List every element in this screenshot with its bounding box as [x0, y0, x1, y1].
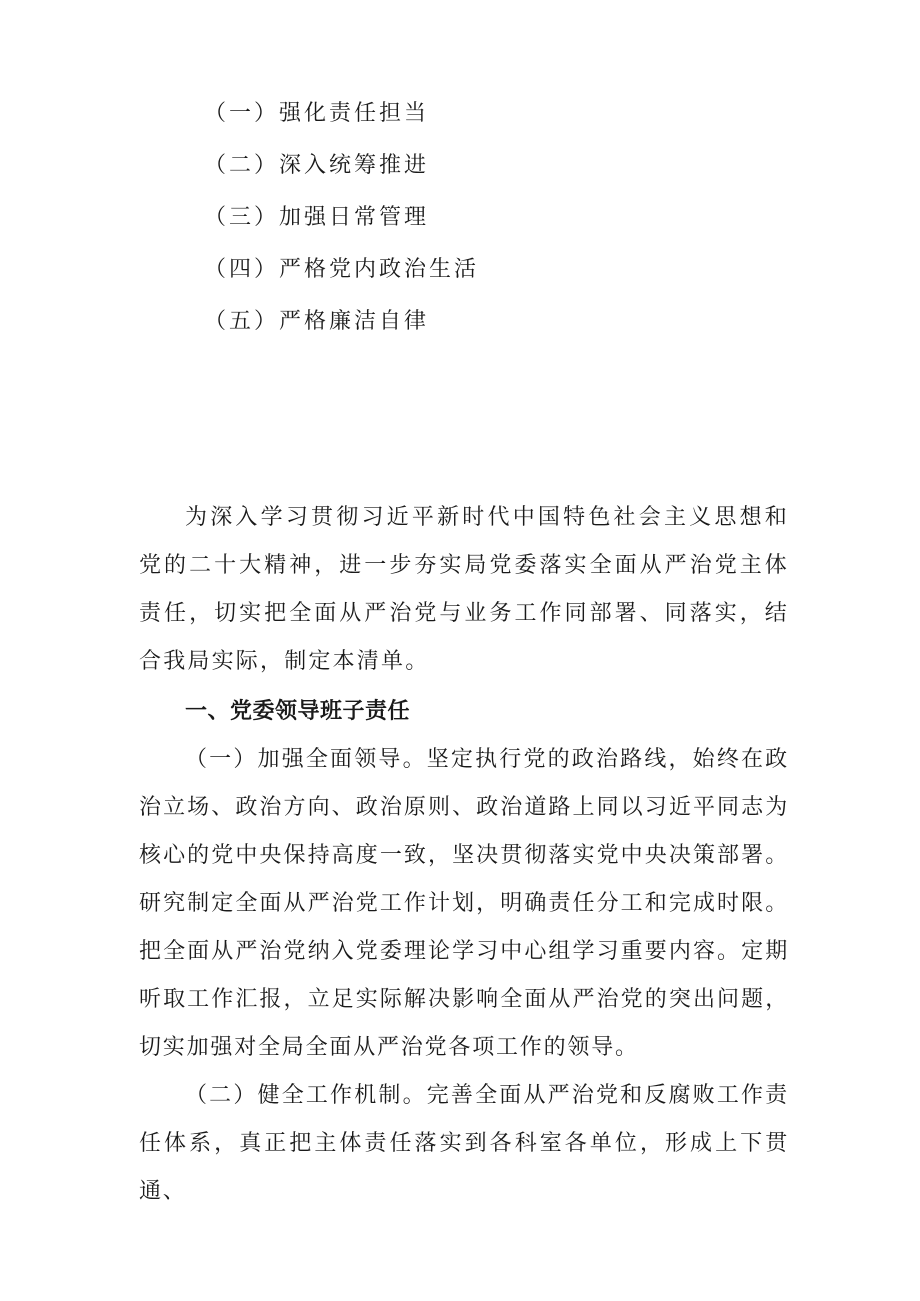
outline-list	[204, 96, 479, 356]
outline-item: （二）深入统筹推进	[204, 153, 430, 178]
paragraph-leadership: （一）加强全面领导。坚定执行党的政治路线，始终在政治立场、政治方向、政治原则、政治道路上同以习近平同志为核心的党中央保持高度一致，坚决贯彻落实党中央决策部署。研究制定全面从严治党工作计划，明确责任分工和完成时限。把全面从严治党纳入党委理论学习中心组学习重要内容。定期听取工作汇报，立足实际解决影响全面从严治党的突出问题，切实加强对全局全面从严治党各项工作的领导。	[139, 747, 789, 1060]
intro-paragraph: 为深入学习贯彻习近平新时代中国特色社会主义思想和党的二十大精神，进一步夯实局党委落实全面从严治党主体责任，切实把全面从严治党与业务工作同部署、同落实，结合我局实际，制定本清单。	[139, 505, 789, 674]
outline-item: （五）严格廉洁自律	[204, 309, 430, 334]
outline-item: （四）严格党内政治生活	[204, 257, 480, 282]
document-body	[139, 494, 789, 1216]
paragraph-mechanism: （二）健全工作机制。完善全面从严治党和反腐败工作责任体系，真正把主体责任落实到各科室各单位，形成上下贯通、	[139, 1083, 789, 1204]
section-heading: 一、党委领导班子责任	[185, 699, 411, 724]
outline-item: （一）强化责任担当	[204, 101, 430, 126]
outline-item: （三）加强日常管理	[204, 205, 430, 230]
